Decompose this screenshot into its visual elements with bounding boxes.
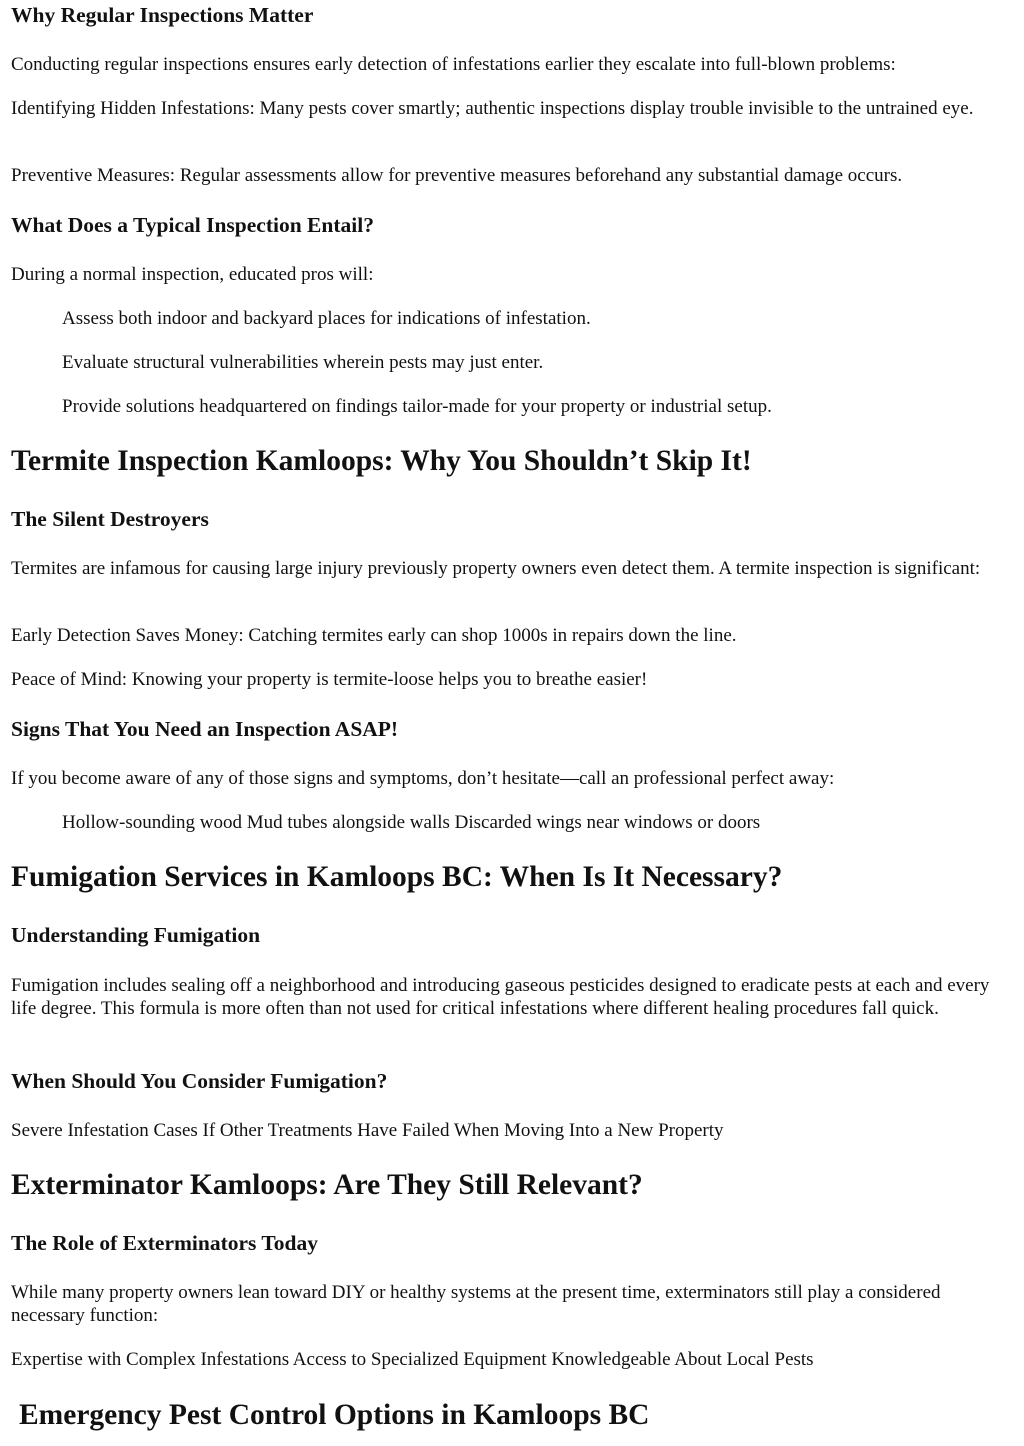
heading-understanding-fumigation: Understanding Fumigation (11, 923, 261, 947)
heading-signs-inspection: Signs That You Need an Inspection ASAP! (11, 717, 399, 741)
heading-termite-inspection: Termite Inspection Kamloops: Why You Shouldn’t Skip It! (11, 445, 752, 477)
paragraph-typical-intro: During a normal inspection, educated pros will: (11, 264, 374, 285)
heading-consider-fumigation: When Should You Consider Fumigation? (11, 1069, 388, 1093)
paragraph-regular-intro: Conducting regular inspections ensures early detection of infestations earlier they escalate into full-blown problems: (11, 54, 896, 75)
paragraph-exterminator-list: Expertise with Complex Infestations Access to Specialized Equipment Knowledgeable About Local Pests (11, 1349, 814, 1370)
paragraph-preventive-measures: Preventive Measures: Regular assessments allow for preventive measures beforehand any substantial damage occurs. (11, 165, 903, 186)
list-item: Evaluate structural vulnerabilities wherein pests may just enter. (62, 352, 544, 373)
heading-exterminator-kamloops: Exterminator Kamloops: Are They Still Relevant? (11, 1169, 643, 1201)
paragraph-termite-intro: Termites are infamous for causing large injury previously property owners even detect them. A termite inspection is significant: (11, 558, 981, 579)
paragraph-early-detection: Early Detection Saves Money: Catching termites early can shop 1000s in repairs down the line. (11, 625, 737, 646)
list-item: Assess both indoor and backyard places for indications of infestation. (62, 308, 591, 329)
list-item-signs: Hollow-sounding wood Mud tubes alongside walls Discarded wings near windows or doors (62, 812, 761, 833)
heading-fumigation-services: Fumigation Services in Kamloops BC: When Is It Necessary? (11, 861, 783, 893)
paragraph-fumigation-body: Fumigation includes sealing off a neighborhood and introducing gaseous pesticides designed to eradicate pests at each and every life degree. This formula is more often than not used for critical infestations where different healing procedures fall quick. (11, 975, 990, 1019)
heading-why-regular-inspections: Why Regular Inspections Matter (11, 3, 314, 27)
heading-typical-inspection: What Does a Typical Inspection Entail? (11, 213, 374, 237)
list-item: Provide solutions headquartered on findings tailor-made for your property or industrial setup. (62, 396, 772, 417)
paragraph-signs-intro: If you become aware of any of those signs and symptoms, don’t hesitate—call an professional perfect away: (11, 768, 835, 789)
paragraph-exterminator-body: While many property owners lean toward DIY or healthy systems at the present time, exterminators still play a considered necessary function: (11, 1282, 941, 1326)
paragraph-peace-of-mind: Peace of Mind: Knowing your property is termite-loose helps you to breathe easier! (11, 669, 648, 690)
heading-role-of-exterminators: The Role of Exterminators Today (11, 1231, 318, 1255)
heading-silent-destroyers: The Silent Destroyers (11, 507, 209, 531)
paragraph-fumigation-cases: Severe Infestation Cases If Other Treatments Have Failed When Moving Into a New Property (11, 1120, 724, 1141)
heading-emergency-pest-control: Emergency Pest Control Options in Kamloops BC (19, 1399, 650, 1431)
paragraph-hidden-infestations: Identifying Hidden Infestations: Many pests cover smartly; authentic inspections display trouble invisible to the untrained eye. (11, 98, 974, 119)
